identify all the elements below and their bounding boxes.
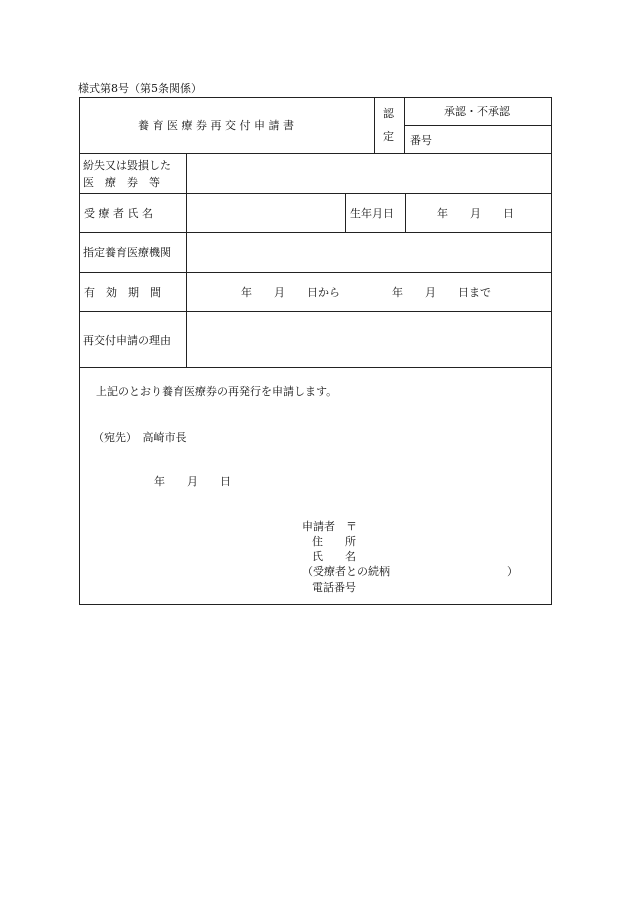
relation-close: ） [507,565,518,578]
number-label: 番号 [410,134,432,147]
lost-label: 医 療 券 等 [83,176,160,189]
lost-item-field[interactable] [187,154,551,192]
addressee: （宛先） 高崎市長 [93,431,187,444]
column-divider [345,193,346,232]
column-divider [374,97,375,153]
relation-label: （受療者との続柄 [302,565,390,578]
validity-from-field[interactable]: 年 月 日から [241,286,340,299]
row-divider [79,272,552,273]
reason-label: 再交付申請の理由 [83,334,171,347]
address-label: 住 所 [312,535,356,548]
institution-field[interactable] [187,233,551,271]
validity-label: 有 効 期 間 [84,286,161,299]
phone-label: 電話番号 [312,581,356,594]
form-title: 養 育 医 療 券 再 交 付 申 請 書 [138,119,294,132]
approval-divider [405,125,552,126]
application-date[interactable]: 年 月 日 [154,475,231,488]
nintei-label: 認 [383,107,394,120]
birthdate-label: 生年月日 [350,207,394,220]
statement: 上記のとおり養育医療券の再発行を申請します。 [96,385,338,398]
birthdate-field[interactable]: 年 月 日 [437,207,514,220]
validity-to-field[interactable]: 年 月 日まで [392,286,491,299]
patient-name-label: 受 療 者 氏 名 [84,207,153,220]
approval-status: 承認・不承認 [444,105,510,118]
form-number: 様式第8号（第5条関係） [78,82,202,95]
nintei-label: 定 [383,130,394,143]
column-divider [405,193,406,232]
column-divider [404,97,405,153]
applicant-label: 申請者 〒 [302,520,357,533]
row-divider [79,367,552,368]
reason-field[interactable] [187,312,551,366]
name-label: 氏 名 [312,550,356,563]
patient-name-field[interactable] [187,194,344,231]
institution-label: 指定養育医療機関 [83,246,171,259]
lost-label: 紛失又は毀損した [83,159,171,172]
